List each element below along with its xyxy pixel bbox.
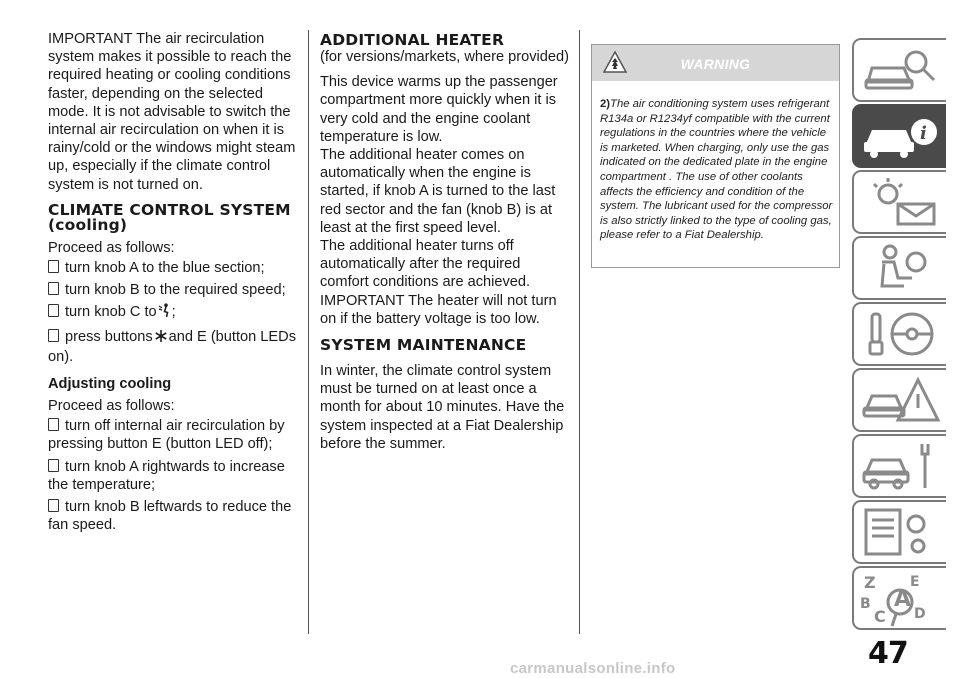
heater-subtitle: (for versions/markets, where provided) xyxy=(320,49,569,65)
car-wrench-icon xyxy=(860,440,940,492)
warning-box xyxy=(591,44,840,268)
svg-text:B: B xyxy=(860,596,871,612)
svg-text:D: D xyxy=(914,606,926,622)
heater-paragraph: IMPORTANT The heater will not turn on if the battery voltage is too low. xyxy=(320,292,557,327)
warning-light-envelope-icon xyxy=(860,176,940,228)
tab-maintenance[interactable] xyxy=(852,434,946,498)
svg-text:A: A xyxy=(894,587,912,612)
column-divider xyxy=(308,30,309,634)
list-item: turn off internal air recirculation by pressing button E (button LED off); xyxy=(48,418,285,453)
bullet-icon xyxy=(48,499,59,512)
snowflake-icon xyxy=(154,329,168,348)
additional-heater-heading: ADDITIONAL HEATER xyxy=(320,31,505,49)
airbag-seat-icon xyxy=(860,242,940,294)
svg-text:C: C xyxy=(874,607,886,626)
tab-car-info[interactable] xyxy=(852,104,946,168)
tab-emergency[interactable] xyxy=(852,368,946,432)
tab-lights-messages[interactable] xyxy=(852,170,946,234)
climate-control-heading: CLIMATE CONTROL SYSTEM (cooling) xyxy=(48,200,291,234)
recirculation-note: IMPORTANT The air recirculation system makes it possible to reach the required heating or cooling conditions faster, depending on the selected mode. It is not advisable to switch the internal air recirculation on when it is rainy/cold or the windows might steam up, especially if the climate control system is not turned on. xyxy=(48,31,296,193)
car-magnifier-icon xyxy=(860,44,940,96)
svg-text:i: i xyxy=(920,123,927,144)
warning-header xyxy=(592,45,839,81)
face-vent-icon xyxy=(158,303,171,323)
heater-paragraph: The additional heater comes on automatically when the engine is started, if knob A is turned to the last red sector and the fan (knob B) is at least at the first speed level. xyxy=(320,147,556,236)
bullet-icon xyxy=(48,260,59,273)
page-number: 47 xyxy=(868,636,908,671)
proceed-text: Proceed as follows: xyxy=(48,398,175,415)
bullet-icon xyxy=(48,459,59,472)
tab-technical-data[interactable] xyxy=(852,500,946,564)
column-divider xyxy=(579,30,580,634)
list-item: turn knob B leftwards to reduce the fan speed. xyxy=(48,499,292,534)
warning-title: WARNING xyxy=(680,56,751,72)
tab-starting-driving[interactable] xyxy=(852,302,946,366)
svg-text:Z: Z xyxy=(864,573,876,592)
heater-paragraph: The additional heater turns off automatically after the required comfort conditions are achieved. xyxy=(320,238,531,291)
alphabet-index-icon xyxy=(860,572,940,628)
bullet-icon xyxy=(48,329,59,342)
car-warning-triangle-icon xyxy=(860,374,940,426)
bullet-icon xyxy=(48,418,59,431)
maintenance-paragraph: In winter, the climate control system must be turned on at least once a month for about 10 minutes. Have the system inspected at a Fiat Dealership before the summer. xyxy=(320,363,565,452)
list-item: press buttons and E (button LEDs on). xyxy=(48,328,296,365)
watermark: carmanualsonline.info xyxy=(510,660,676,677)
middle-column xyxy=(320,30,570,453)
list-item: turn knob B to the required speed; xyxy=(48,281,296,299)
tab-safety[interactable] xyxy=(852,236,946,300)
tab-index[interactable] xyxy=(852,566,946,630)
svg-text:E: E xyxy=(910,574,920,590)
proceed-text: Proceed as follows: xyxy=(48,239,175,256)
car-info-icon xyxy=(860,110,940,162)
warning-text: 2)The air conditioning system uses refrigerant R134a or R1234yf compatible with the current regulations in the countries where the vehicle is marketed. When charging, only use the gas indicated on the dedicated plate in the engine compartment . The use of other coolants affects the efficiency and condition of the system. The lubricant used for the compressor is also strictly linked to the type of cooling gas, please refer to a Fiat Dealership. xyxy=(600,98,833,242)
system-maintenance-heading: SYSTEM MAINTENANCE xyxy=(320,336,527,355)
bullet-icon xyxy=(48,282,59,295)
left-column xyxy=(48,30,296,538)
list-gears-icon xyxy=(860,506,940,558)
list-item: turn knob A rightwards to increase the temperature; xyxy=(48,458,285,493)
bullet-icon xyxy=(48,304,59,317)
list-item: turn knob A to the blue section; xyxy=(48,259,296,277)
key-steering-icon xyxy=(860,308,940,360)
adjusting-cooling-heading: Adjusting cooling xyxy=(48,376,172,393)
heater-paragraph: This device warms up the passenger compartment more quickly when it is very cold and the engine coolant temperature is low. xyxy=(320,74,558,145)
tab-car-search[interactable] xyxy=(852,38,946,102)
list-item: turn knob C to ; xyxy=(48,303,296,323)
